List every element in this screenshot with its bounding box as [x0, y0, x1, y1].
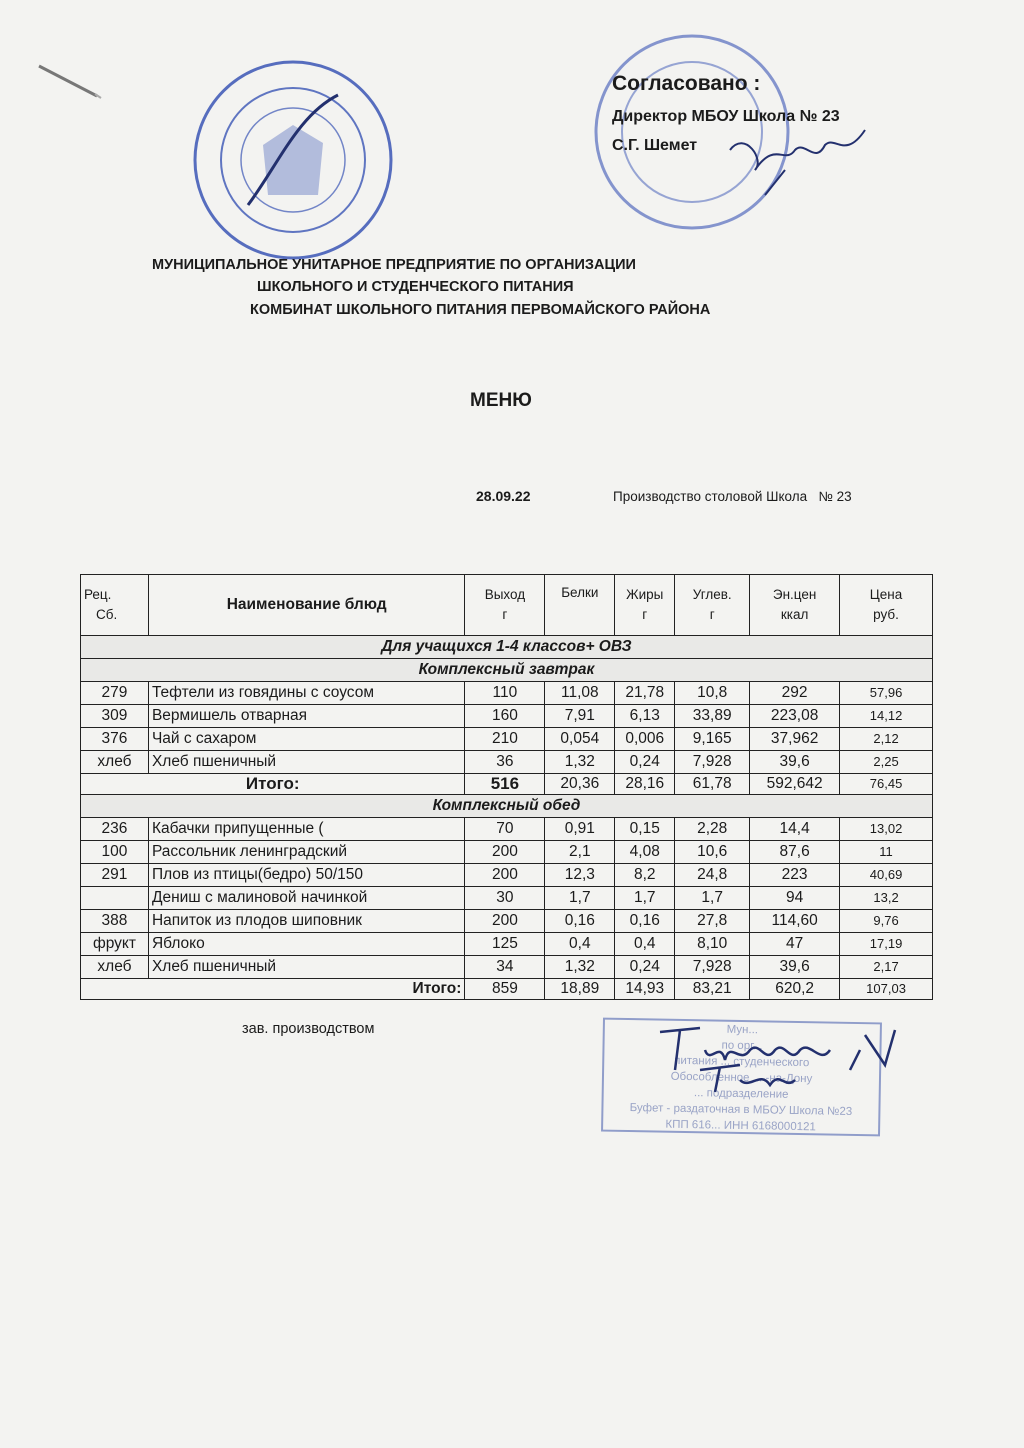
- cell-protein: 1,32: [545, 956, 615, 979]
- total-energy: 592,642: [750, 774, 840, 795]
- cell-dish-name: Рассольник ленинградский: [148, 841, 464, 864]
- stamp-line: Обособленное ... -на-Дону: [670, 1070, 813, 1086]
- cell-rec-number: 279: [81, 682, 149, 705]
- cell-protein: 7,91: [545, 705, 615, 728]
- stamp-line: Буфет - раздаточная в МБОУ Школа №23: [629, 1102, 853, 1118]
- table-row: [81, 751, 933, 774]
- cell-dish-name: Хлеб пшеничный: [148, 956, 464, 979]
- cell-fat: 0,4: [615, 933, 675, 956]
- cell-price: 2,17: [840, 956, 933, 979]
- cell-carbs: 24,8: [675, 864, 750, 887]
- cell-output: 36: [465, 751, 545, 774]
- cell-energy: 223: [750, 864, 840, 887]
- approval-name: С.Г. Шемет: [612, 137, 698, 154]
- col-rec: Рец. Сб.: [81, 575, 149, 636]
- org-line-3: КОМБИНАТ ШКОЛЬНОГО ПИТАНИЯ ПЕРВОМАЙСКОГО РАЙОНА: [250, 302, 711, 318]
- breakfast-title: Комплексный завтрак: [81, 659, 933, 682]
- total-price: 76,45: [840, 774, 933, 795]
- handwritten-signature: [650, 1020, 910, 1095]
- production-number: № 23: [818, 489, 852, 504]
- cell-price: 11: [840, 841, 933, 864]
- stamp-line: Мун...: [726, 1023, 759, 1037]
- total-label: Итого:: [81, 979, 465, 1000]
- cell-fat: 0,24: [615, 751, 675, 774]
- menu-title: МЕНЮ: [470, 390, 532, 411]
- table-row: [81, 910, 933, 933]
- table-row: [81, 956, 933, 979]
- cell-energy: 39,6: [750, 956, 840, 979]
- cell-rec-number: 291: [81, 864, 149, 887]
- cell-fat: 4,08: [615, 841, 675, 864]
- cell-output: 210: [465, 728, 545, 751]
- cell-rec-number: [81, 887, 149, 910]
- cell-protein: 0,91: [545, 818, 615, 841]
- cell-rec-number: 376: [81, 728, 149, 751]
- cell-fat: 0,24: [615, 956, 675, 979]
- cell-output: 200: [465, 910, 545, 933]
- total-protein: 20,36: [545, 774, 615, 795]
- col-carbs: Углев. г: [675, 575, 750, 636]
- cell-energy: 94: [750, 887, 840, 910]
- total-carbs: 83,21: [675, 979, 750, 1000]
- cell-carbs: 7,928: [675, 751, 750, 774]
- cell-rec-number: хлеб: [81, 751, 149, 774]
- table-row: [81, 864, 933, 887]
- cell-price: 2,12: [840, 728, 933, 751]
- total-fat: 28,16: [615, 774, 675, 795]
- cell-output: 30: [465, 887, 545, 910]
- cell-rec-number: 236: [81, 818, 149, 841]
- lunch-title: Комплексный обед: [81, 795, 933, 818]
- cell-output: 34: [465, 956, 545, 979]
- total-price: 107,03: [840, 979, 933, 1000]
- col-protein: Белки: [545, 575, 615, 636]
- cell-output: 200: [465, 864, 545, 887]
- cell-price: 13,02: [840, 818, 933, 841]
- cell-dish-name: Хлеб пшеничный: [148, 751, 464, 774]
- table-row: [81, 818, 933, 841]
- cell-dish-name: Чай с сахаром: [148, 728, 464, 751]
- cell-energy: 114,60: [750, 910, 840, 933]
- cell-dish-name: Яблоко: [148, 933, 464, 956]
- cell-carbs: 27,8: [675, 910, 750, 933]
- cell-carbs: 2,28: [675, 818, 750, 841]
- cell-fat: 8,2: [615, 864, 675, 887]
- cell-protein: 11,08: [545, 682, 615, 705]
- total-output: 516: [465, 774, 545, 795]
- cell-dish-name: Тефтели из говядины с соусом: [148, 682, 464, 705]
- cell-carbs: 10,8: [675, 682, 750, 705]
- cell-price: 2,25: [840, 751, 933, 774]
- stamp-line: по орг...: [721, 1039, 763, 1053]
- cell-carbs: 9,165: [675, 728, 750, 751]
- menu-table: [80, 574, 933, 1000]
- cell-fat: 1,7: [615, 887, 675, 910]
- cell-price: 13,2: [840, 887, 933, 910]
- table-header-row: [81, 575, 933, 636]
- col-name: Наименование блюд: [148, 575, 464, 636]
- cell-rec-number: 100: [81, 841, 149, 864]
- cell-output: 110: [465, 682, 545, 705]
- table-row: [81, 933, 933, 956]
- col-output: Выход г: [465, 575, 545, 636]
- cell-output: 70: [465, 818, 545, 841]
- cell-rec-number: фрукт: [81, 933, 149, 956]
- cell-fat: 0,16: [615, 910, 675, 933]
- cell-dish-name: Дениш с малиновой начинкой: [148, 887, 464, 910]
- cell-rec-number: 309: [81, 705, 149, 728]
- stamp-line: КПП 616... ИНН 6168000121: [665, 1118, 816, 1134]
- org-line-1: МУНИЦИПАЛЬНОЕ УНИТАРНОЕ ПРЕДПРИЯТИЕ ПО ОРГАНИЗАЦИИ: [152, 257, 636, 273]
- cell-carbs: 33,89: [675, 705, 750, 728]
- cell-fat: 6,13: [615, 705, 675, 728]
- cell-dish-name: Кабачки припущенные (: [148, 818, 464, 841]
- total-carbs: 61,78: [675, 774, 750, 795]
- col-energy: Эн.цен ккал: [750, 575, 840, 636]
- cell-energy: 47: [750, 933, 840, 956]
- table-row: [81, 728, 933, 751]
- table-row: [81, 887, 933, 910]
- cell-carbs: 7,928: [675, 956, 750, 979]
- cell-price: 14,12: [840, 705, 933, 728]
- cell-dish-name: Напиток из плодов шиповник: [148, 910, 464, 933]
- cell-dish-name: Плов из птицы(бедро) 50/150: [148, 864, 464, 887]
- cell-protein: 2,1: [545, 841, 615, 864]
- staple-mark: [35, 60, 105, 105]
- cell-protein: 0,054: [545, 728, 615, 751]
- production-name: Производство столовой Школа: [613, 489, 808, 504]
- cell-carbs: 8,10: [675, 933, 750, 956]
- cell-energy: 14,4: [750, 818, 840, 841]
- approval-title: Согласовано :: [612, 72, 761, 95]
- breakfast-total-row: [81, 774, 933, 795]
- group-title: Для учащихся 1-4 классов+ ОВЗ: [81, 636, 933, 659]
- cell-energy: 39,6: [750, 751, 840, 774]
- cell-output: 160: [465, 705, 545, 728]
- cell-rec-number: 388: [81, 910, 149, 933]
- cell-fat: 0,006: [615, 728, 675, 751]
- cell-protein: 0,4: [545, 933, 615, 956]
- cell-energy: 87,6: [750, 841, 840, 864]
- cell-carbs: 10,6: [675, 841, 750, 864]
- round-seal-left: [188, 55, 398, 265]
- stamp-line: питания ... студенческого: [674, 1054, 810, 1070]
- menu-date: 28.09.22: [476, 488, 531, 504]
- stamp-line: ... подразделение: [693, 1087, 789, 1101]
- total-energy: 620,2: [750, 979, 840, 1000]
- signature-label: зав. производством: [242, 1021, 375, 1037]
- cell-rec-number: хлеб: [81, 956, 149, 979]
- total-label: Итого:: [81, 774, 465, 795]
- cell-output: 200: [465, 841, 545, 864]
- director-signature: [725, 120, 875, 200]
- col-fat: Жиры г: [615, 575, 675, 636]
- cell-energy: 223,08: [750, 705, 840, 728]
- cell-price: 57,96: [840, 682, 933, 705]
- table-row: [81, 841, 933, 864]
- cell-price: 17,19: [840, 933, 933, 956]
- cell-output: 125: [465, 933, 545, 956]
- table-row: [81, 682, 933, 705]
- cell-fat: 21,78: [615, 682, 675, 705]
- cell-protein: 1,32: [545, 751, 615, 774]
- approval-position: Директор МБОУ Школа № 23: [612, 108, 840, 125]
- total-protein: 18,89: [545, 979, 615, 1000]
- cell-price: 9,76: [840, 910, 933, 933]
- col-price: Цена руб.: [840, 575, 933, 636]
- cell-carbs: 1,7: [675, 887, 750, 910]
- breakfast-rows: [81, 682, 933, 774]
- cell-fat: 0,15: [615, 818, 675, 841]
- lunch-rows: [81, 818, 933, 979]
- total-output: 859: [465, 979, 545, 1000]
- cell-protein: 12,3: [545, 864, 615, 887]
- cell-protein: 1,7: [545, 887, 615, 910]
- cell-protein: 0,16: [545, 910, 615, 933]
- cell-energy: 37,962: [750, 728, 840, 751]
- total-fat: 14,93: [615, 979, 675, 1000]
- cell-dish-name: Вермишель отварная: [148, 705, 464, 728]
- production-label: [613, 489, 852, 504]
- org-line-2: ШКОЛЬНОГО И СТУДЕНЧЕСКОГО ПИТАНИЯ: [257, 279, 574, 295]
- cell-energy: 292: [750, 682, 840, 705]
- cell-price: 40,69: [840, 864, 933, 887]
- table-row: [81, 705, 933, 728]
- lunch-total-row: [81, 979, 933, 1000]
